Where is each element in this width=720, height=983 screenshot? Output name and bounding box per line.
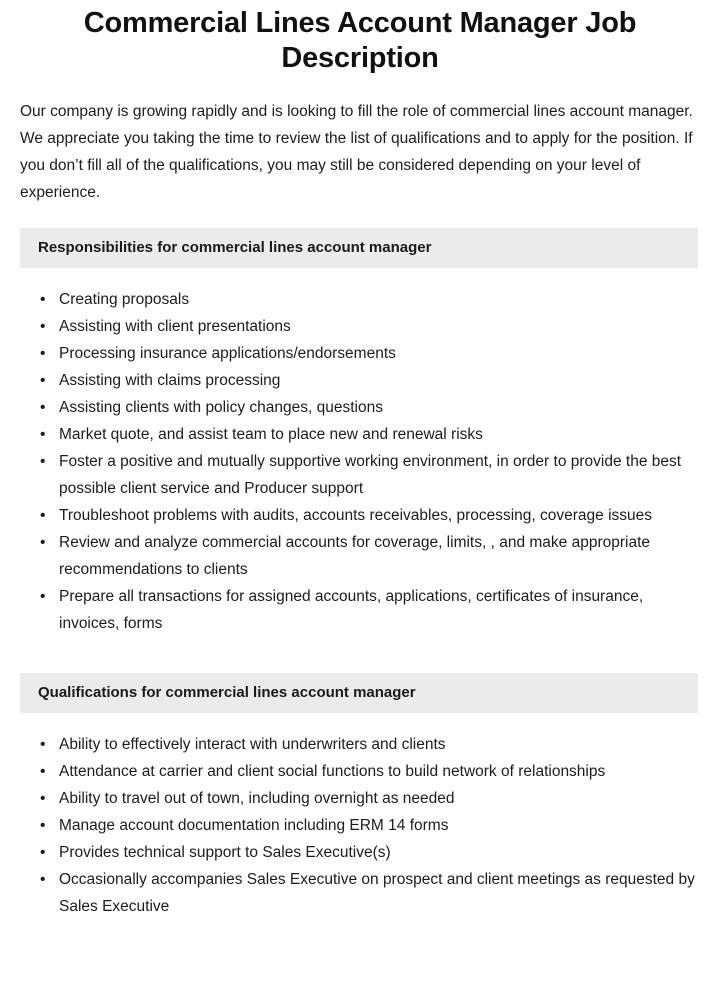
list-item-label: Prepare all transactions for assigned accounts, applications, certificates of insurance, invoices, forms	[59, 588, 644, 632]
list-item-label: Assisting with claims processing	[59, 372, 281, 389]
list-item	[20, 286, 698, 313]
bullet-icon: •	[40, 318, 46, 335]
list-item	[20, 421, 698, 448]
section-heading-bar-qualifications	[20, 673, 698, 713]
bullet-icon: •	[40, 871, 46, 888]
list-item	[20, 785, 698, 812]
bullet-icon: •	[40, 399, 46, 416]
list-item	[20, 866, 698, 920]
list-item	[20, 839, 698, 866]
list-item	[20, 394, 698, 421]
bullet-icon: •	[40, 844, 46, 861]
list-item	[20, 812, 698, 839]
list-item-label: Manage account documentation including ERM 14 forms	[59, 817, 449, 834]
list-item	[20, 583, 698, 637]
bullet-icon: •	[40, 372, 46, 389]
section-heading-label: Qualifications for commercial lines account manager	[38, 684, 416, 701]
list-item-label: Ability to effectively interact with underwriters and clients	[59, 736, 446, 753]
list-item	[20, 758, 698, 785]
section-heading-label: Responsibilities for commercial lines account manager	[38, 239, 432, 256]
bullet-icon: •	[40, 588, 46, 605]
list-item-label: Provides technical support to Sales Executive(s)	[59, 844, 391, 861]
list-item	[20, 529, 698, 583]
section-heading-bar-responsibilities	[20, 228, 698, 268]
list-item-label: Processing insurance applications/endorsements	[59, 345, 396, 362]
list-item-label: Assisting clients with policy changes, questions	[59, 399, 383, 416]
responsibilities-list	[0, 268, 720, 637]
list-item-label: Troubleshoot problems with audits, accounts receivables, processing, coverage issues	[59, 507, 653, 524]
bullet-icon: •	[40, 507, 46, 524]
page-title: Commercial Lines Account Manager Job Description	[83, 7, 637, 74]
list-item-label: Attendance at carrier and client social functions to build network of relationships	[59, 763, 606, 780]
bullet-icon: •	[40, 736, 46, 753]
list-item-label: Creating proposals	[59, 291, 190, 308]
list-item	[20, 502, 698, 529]
qualifications-list	[0, 713, 720, 920]
bullet-icon: •	[40, 345, 46, 362]
bullet-icon: •	[40, 817, 46, 834]
bullet-icon: •	[40, 790, 46, 807]
list-item	[20, 313, 698, 340]
list-item	[20, 731, 698, 758]
bullet-icon: •	[40, 291, 46, 308]
list-item	[20, 448, 698, 502]
list-item-label: Review and analyze commercial accounts for coverage, limits, , and make appropriate recommendations to clients	[59, 534, 650, 578]
bullet-icon: •	[40, 763, 46, 780]
bullet-icon: •	[40, 453, 46, 470]
list-item-label: Occasionally accompanies Sales Executive on prospect and client meetings as requested by Sales Executive	[59, 871, 695, 915]
list-item	[20, 367, 698, 394]
bullet-icon: •	[40, 426, 46, 443]
list-item-label: Market quote, and assist team to place new and renewal risks	[59, 426, 483, 443]
list-item	[20, 340, 698, 367]
list-item-label: Ability to travel out of town, including overnight as needed	[59, 790, 455, 807]
list-spacer	[0, 637, 720, 651]
list-item-label: Assisting with client presentations	[59, 318, 291, 335]
bullet-icon: •	[40, 534, 46, 551]
list-item-label: Foster a positive and mutually supportive working environment, in order to provide the best possible client service and Producer support	[59, 453, 682, 497]
intro-paragraph: Our company is growing rapidly and is looking to fill the role of commercial lines account manager. We appreciate you taking the time to review the list of qualifications and to apply for the position. If you don’t fill all of the qualifications, you may still be considered depending on your level of experience.	[20, 103, 693, 201]
